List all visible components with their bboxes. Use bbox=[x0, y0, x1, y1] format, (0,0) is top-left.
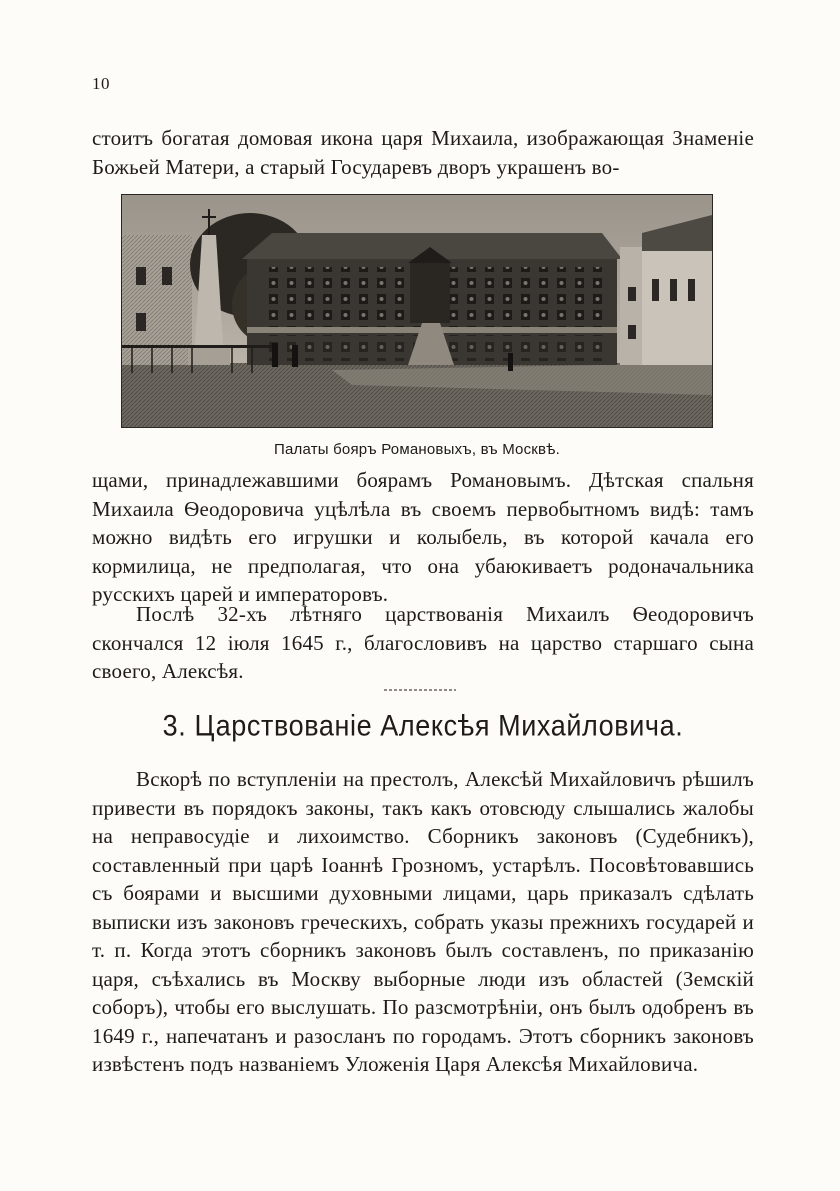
illustration-romanov-chambers bbox=[121, 194, 713, 428]
paragraph-top: стоитъ богатая домовая икона царя Михаила, изображающая Знаменіе Божьей Матери, а старый Государевъ дворъ украшенъ во- bbox=[92, 126, 754, 179]
section-heading: 3. Царствованіе Алексѣя Михайловича. bbox=[162, 709, 684, 743]
engraving-image bbox=[122, 195, 712, 427]
paragraph-death-of-mikhail: Послѣ 32-хъ лѣтняго царствованія Михаилъ Ѳеодоровичъ скончался 12 іюля 1645 г., благословивъ на царство старшаго сына своего, Алексѣя. bbox=[92, 602, 754, 683]
paragraph-section-body: Вскорѣ по вступленіи на престолъ, Алексѣй Михайловичъ рѣшилъ привести въ порядокъ законы, такъ какъ отовсюду слышались жалобы на неправосудіе и лихоимство. Сборникъ законовъ (Судебникъ), составленный при царѣ Іоаннѣ Грозномъ, устарѣлъ. Посовѣтовавшись съ боярами и высшими духовными лицами, царь приказалъ сдѣлать выписки изъ законовъ греческихъ, собрать указы прежнихъ государей и т. п. Когда этотъ сборникъ законовъ былъ составленъ, по приказанію царя, съѣхались въ Москву выборные люди изъ областей (Земскій соборъ), чтобы его выслушать. По разсмотрѣніи, онъ былъ одобренъ въ 1649 г., напечатанъ и разосланъ по городамъ. Этотъ сборникъ законовъ извѣстенъ подъ названіемъ Уложенія Царя Алексѣя Михайловича. bbox=[92, 767, 754, 1076]
page-number: 10 bbox=[92, 74, 110, 93]
figure-caption: Палаты бояръ Романовыхъ, въ Москвѣ. bbox=[274, 441, 560, 458]
paragraph-continuation: щами, принадлежавшими боярамъ Романовымъ. Дѣтская спальня Михаила Ѳеодоровича уцѣлѣла въ своемъ первобытномъ видѣ: тамъ можно видѣть его игрушки и колыбель, въ которой качала его кормилица, не предполагая, что она убаюкиваетъ родоначальника русскихъ царей и императоровъ. bbox=[92, 468, 754, 606]
section-divider-ornament bbox=[384, 688, 456, 692]
